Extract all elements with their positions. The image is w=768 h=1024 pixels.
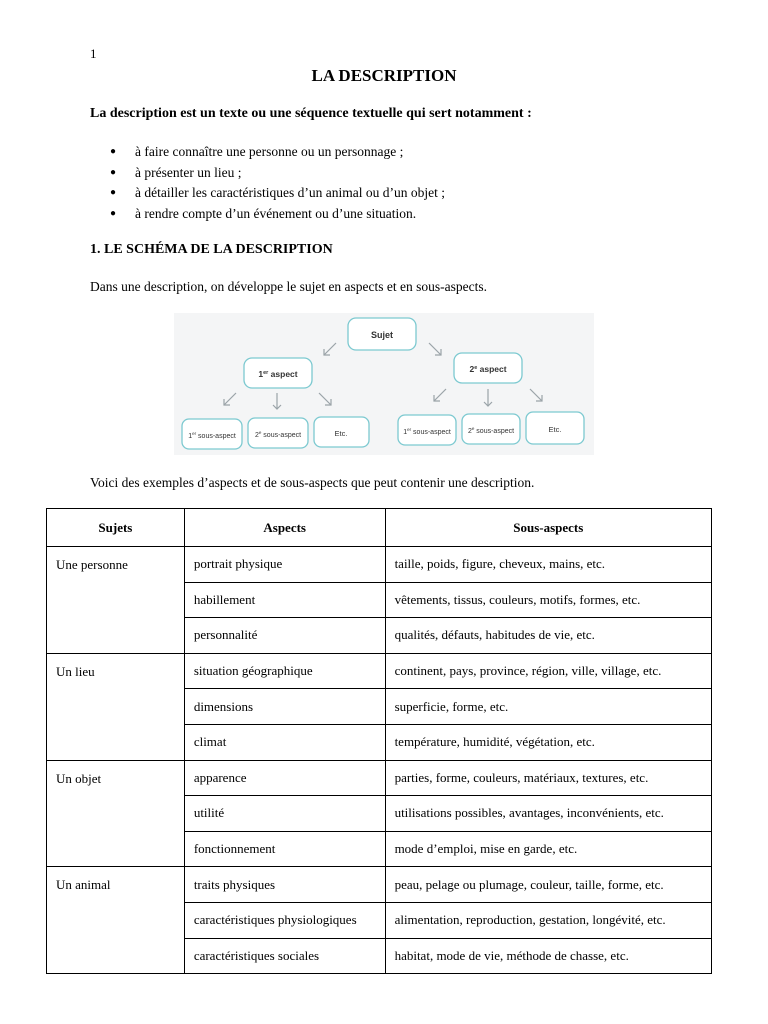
diagram-svg xyxy=(174,313,594,455)
diagram-arrow xyxy=(224,393,236,405)
section-paragraph: Dans une description, on développe le sujet en aspects et en sous-aspects. xyxy=(90,279,488,294)
aspect-cell: caractéristiques physiologiques xyxy=(184,902,385,938)
diagram-sub-label: 1er sous-aspect xyxy=(403,427,451,436)
subject-cell: Un animal xyxy=(47,867,185,974)
list-item: ● à faire connaître une personne ou un personnage ; xyxy=(90,142,445,163)
diagram-arrow xyxy=(319,393,331,405)
list-item: ● à détailler les caractéristiques d’un animal ou d’un objet ; xyxy=(90,183,445,204)
diagram-sub-label: 2e sous-aspect xyxy=(254,430,302,439)
sub-aspect-cell: alimentation, reproduction, gestation, longévité, etc. xyxy=(385,902,711,938)
diagram-root-label: Sujet xyxy=(370,330,394,340)
table-row xyxy=(47,547,712,583)
subject-cell: Un lieu xyxy=(47,653,185,760)
diagram-sub-label: 1er sous-aspect xyxy=(188,431,236,440)
intro-text: La description est un texte ou une séquence textuelle qui sert notamment : xyxy=(90,106,532,121)
subject-cell: Une personne xyxy=(47,547,185,654)
diagram-arrow xyxy=(324,343,336,355)
page-title: LA DESCRIPTION xyxy=(311,66,457,85)
aspect-cell: apparence xyxy=(184,760,385,796)
page-number: 1 xyxy=(90,46,97,61)
list-item: ● à rendre compte d’un événement ou d’une situation. xyxy=(90,204,445,225)
aspect-cell: caractéristiques sociales xyxy=(184,938,385,974)
diagram-arrow xyxy=(530,389,542,401)
column-header-subjects: Sujets xyxy=(47,509,185,547)
diagram-arrow xyxy=(434,389,446,401)
subject-cell: Un objet xyxy=(47,760,185,867)
column-header-aspects: Aspects xyxy=(184,509,385,547)
diagram-etc-label: Etc. xyxy=(548,425,562,434)
diagram-etc-label: Etc. xyxy=(334,429,348,438)
sub-aspect-cell: mode d’emploi, mise en garde, etc. xyxy=(385,831,711,867)
aspect-cell: situation géographique xyxy=(184,653,385,689)
table-row xyxy=(47,653,712,689)
sub-aspect-cell: habitat, mode de vie, méthode de chasse, etc. xyxy=(385,938,711,974)
table-row xyxy=(47,867,712,903)
sub-aspect-cell: utilisations possibles, avantages, inconvénients, etc. xyxy=(385,796,711,832)
sub-aspect-cell: taille, poids, figure, cheveux, mains, etc. xyxy=(385,547,711,583)
sub-aspect-cell: continent, pays, province, région, ville, village, etc. xyxy=(385,653,711,689)
aspect-cell: utilité xyxy=(184,796,385,832)
table-row xyxy=(47,760,712,796)
description-diagram xyxy=(174,313,594,455)
purpose-list xyxy=(90,142,445,224)
table-header-row xyxy=(47,509,712,547)
aspect-cell: portrait physique xyxy=(184,547,385,583)
diagram-sub-label: 2e sous-aspect xyxy=(467,426,515,435)
sub-aspect-cell: température, humidité, végétation, etc. xyxy=(385,724,711,760)
aspects-table xyxy=(46,508,712,974)
sub-aspect-cell: qualités, défauts, habitudes de vie, etc. xyxy=(385,618,711,654)
list-item: ● à présenter un lieu ; xyxy=(90,163,445,184)
sub-aspect-cell: peau, pelage ou plumage, couleur, taille, forme, etc. xyxy=(385,867,711,903)
diagram-arrow xyxy=(429,343,441,355)
aspect-cell: personnalité xyxy=(184,618,385,654)
aspect-cell: habillement xyxy=(184,582,385,618)
examples-intro: Voici des exemples d’aspects et de sous-aspects que peut contenir une description. xyxy=(90,475,535,490)
aspect-cell: fonctionnement xyxy=(184,831,385,867)
sub-aspect-cell: parties, forme, couleurs, matériaux, textures, etc. xyxy=(385,760,711,796)
aspect-cell: climat xyxy=(184,724,385,760)
diagram-aspect-1-label: 1er aspect xyxy=(258,369,298,379)
sub-aspect-cell: superficie, forme, etc. xyxy=(385,689,711,725)
section-heading: 1. LE SCHÉMA DE LA DESCRIPTION xyxy=(90,242,333,257)
sub-aspect-cell: vêtements, tissus, couleurs, motifs, formes, etc. xyxy=(385,582,711,618)
diagram-aspect-2-label: 2e aspect xyxy=(469,364,507,374)
column-header-sub-aspects: Sous-aspects xyxy=(385,509,711,547)
aspect-cell: dimensions xyxy=(184,689,385,725)
aspect-cell: traits physiques xyxy=(184,867,385,903)
